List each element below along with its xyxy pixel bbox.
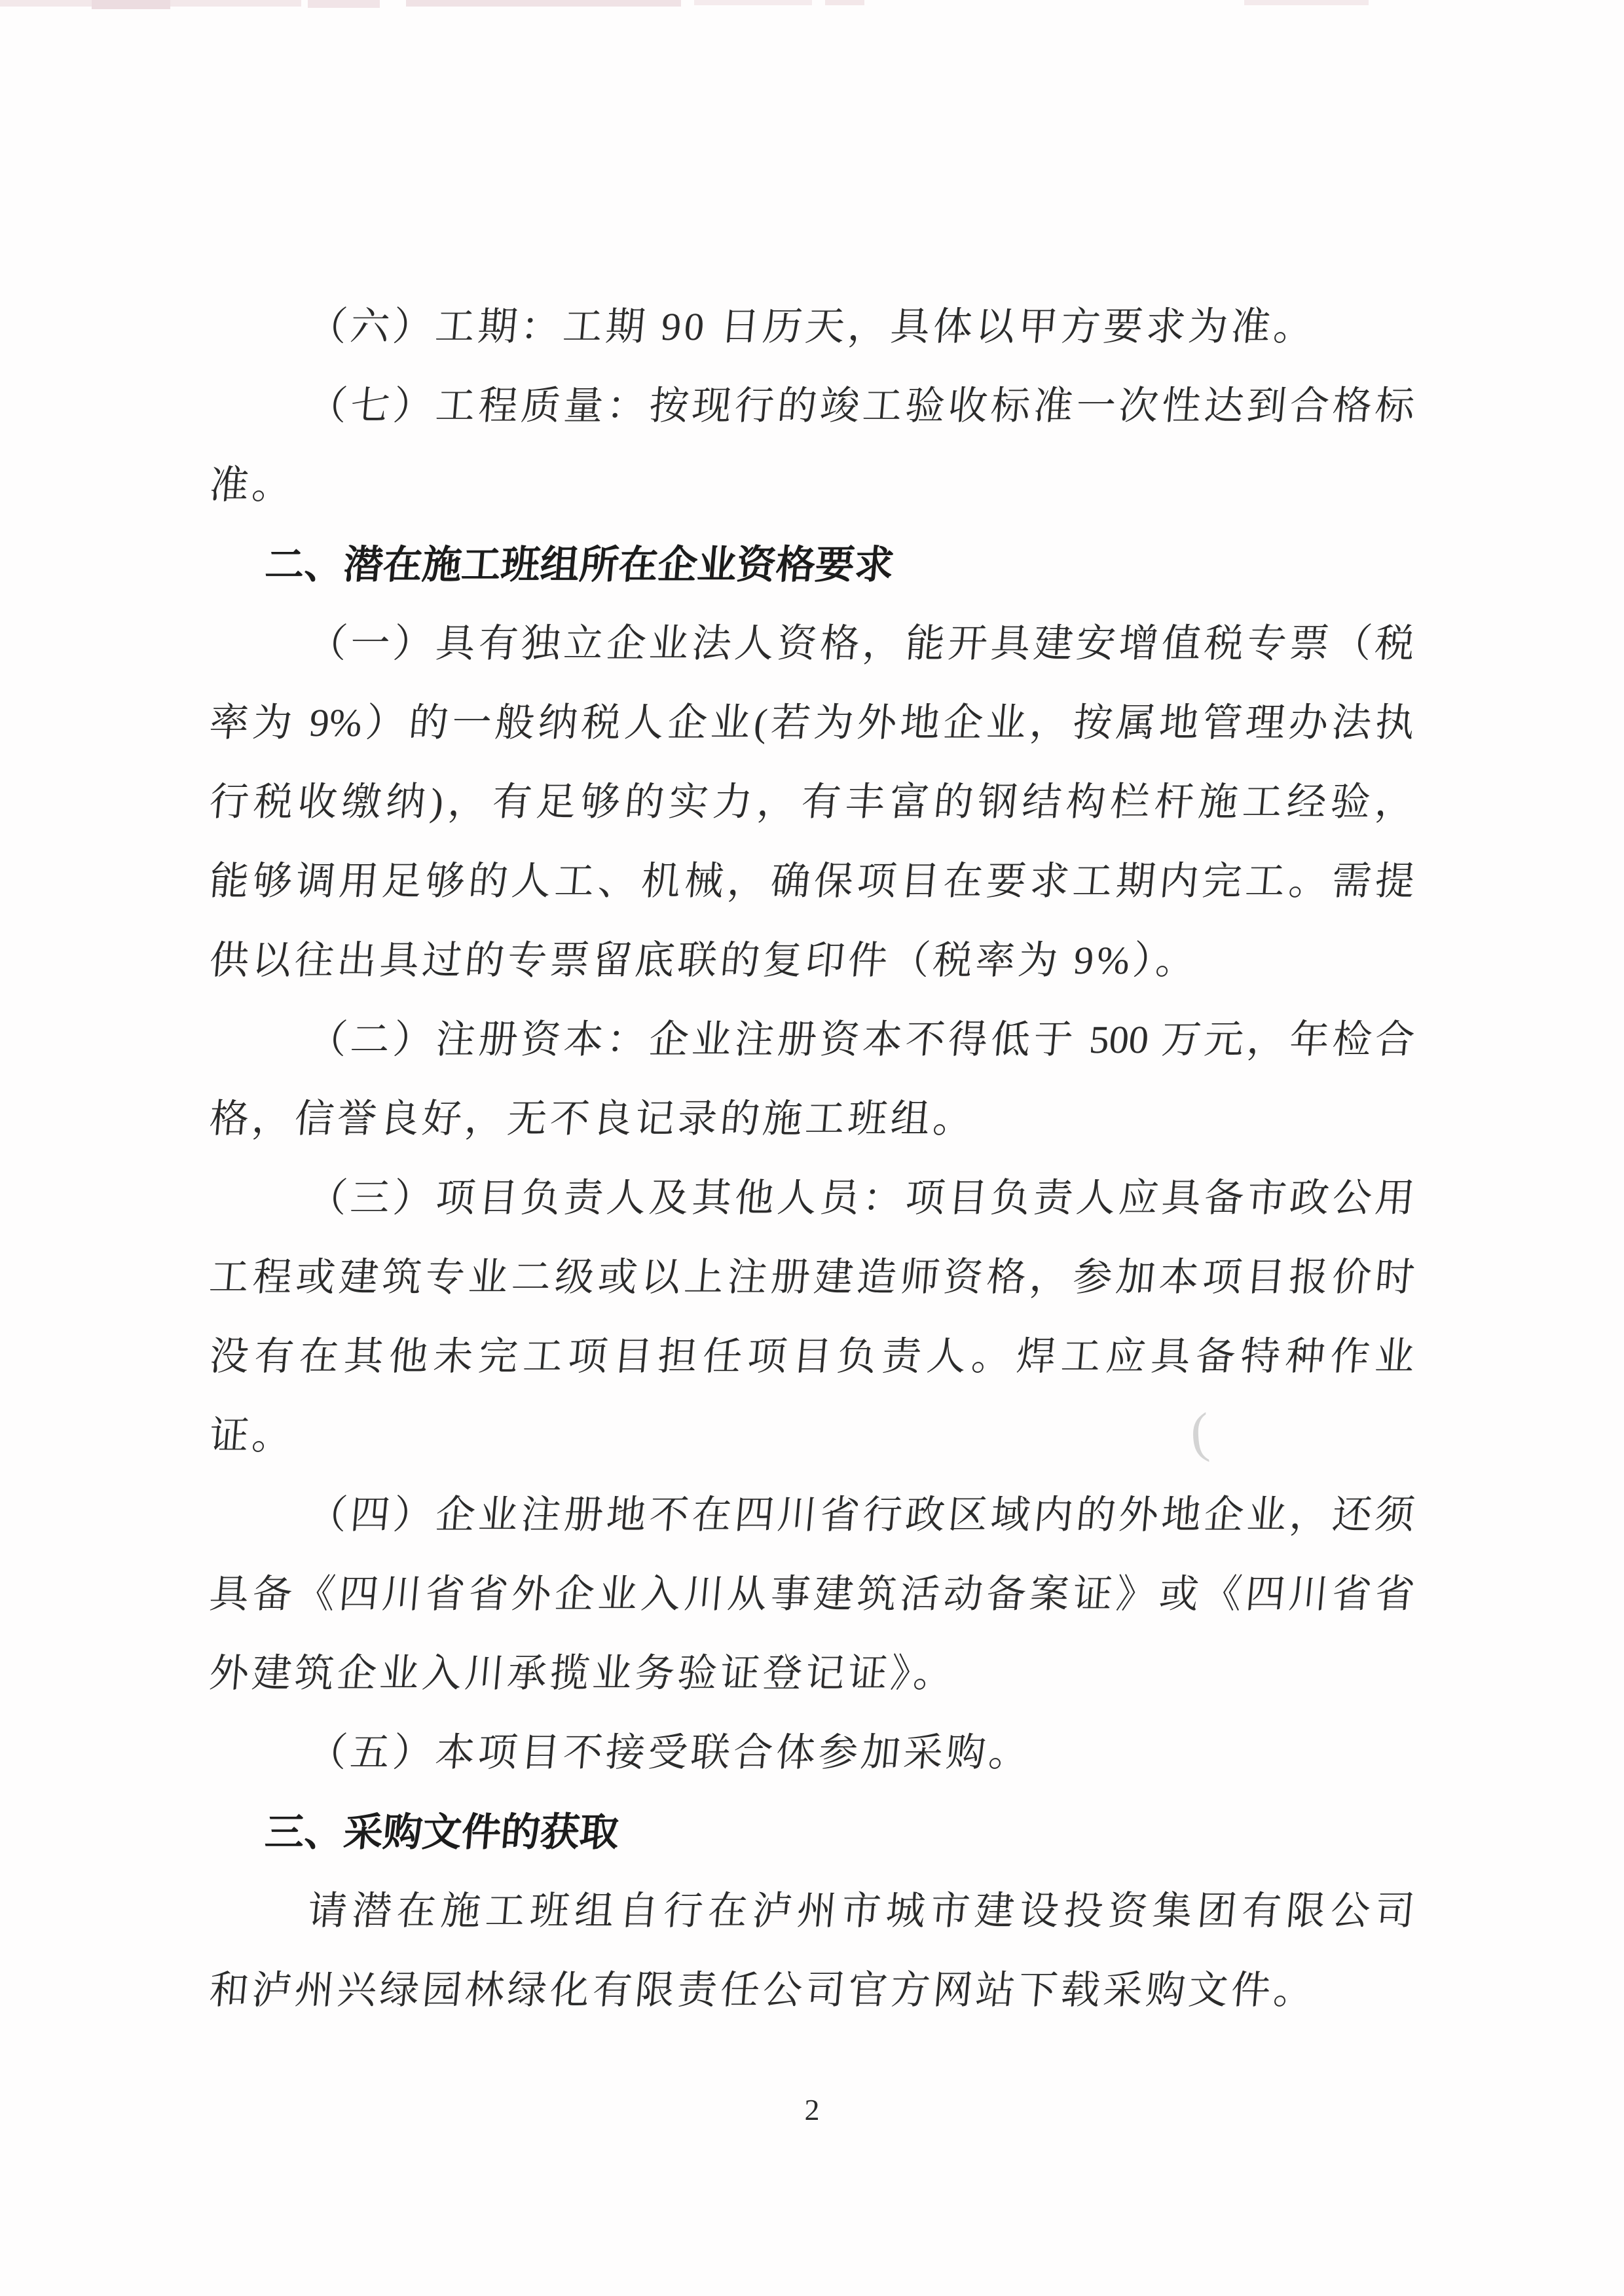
section-heading-qualification: 二、潜在施工班组所在企业资格要求: [263, 543, 896, 587]
paragraph-line: 证。: [208, 1414, 297, 1457]
paragraph-line: 请潜在施工班组自行在泸州市城市建设投资集团有限公司: [306, 1889, 1416, 1933]
paragraph-line: （二）注册资本：企业注册资本不得低于 500 万元，年检合: [306, 1018, 1416, 1061]
scan-artifact: [825, 0, 864, 5]
paragraph-line: 能够调用足够的人工、机械，确保项目在要求工期内完工。需提: [208, 860, 1416, 903]
section-heading-document-acquisition: 三、采购文件的获取: [263, 1810, 621, 1854]
paragraph-line: 供以往出具过的专票留底联的复印件（税率为 9%）。: [208, 939, 1200, 982]
paragraph-line: 具备《四川省省外企业入川从事建筑活动备案证》或《四川省省: [208, 1573, 1416, 1616]
paragraph-line: （五）本项目不接受联合体参加采购。: [306, 1731, 1033, 1774]
paragraph-line: （四）企业注册地不在四川省行政区域内的外地企业，还须: [306, 1493, 1416, 1537]
scan-artifact: [92, 0, 170, 9]
paragraph-line: （七）工程质量：按现行的竣工验收标准一次性达到合格标: [306, 384, 1416, 428]
paragraph-line: 没有在其他未完工项目担任项目负责人。焊工应具备特种作业: [208, 1335, 1416, 1378]
scan-artifact: [694, 0, 812, 5]
paragraph-line: 外建筑企业入川承揽业务验证登记证》。: [208, 1652, 958, 1695]
paragraph-line: （三）项目负责人及其他人员：项目负责人应具备市政公用: [306, 1176, 1416, 1220]
paragraph-line: 行税收缴纳)，有足够的实力，有丰富的钢结构栏杆施工经验，: [208, 780, 1416, 824]
scan-artifact: [0, 0, 301, 7]
page-number: 2: [804, 2093, 820, 2126]
document-body: [210, 287, 1414, 2030]
paragraph-line: 工程或建筑专业二级或以上注册建造师资格，参加本项目报价时: [208, 1256, 1416, 1299]
scan-artifact: [1244, 0, 1369, 5]
scan-stray-mark: (: [1188, 1402, 1211, 1464]
paragraph-line: 格，信誉良好，无不良记录的施工班组。: [208, 1097, 978, 1140]
scan-artifact: [308, 0, 380, 8]
paragraph-line: （一）具有独立企业法人资格，能开具建安增值税专票（税: [306, 622, 1416, 665]
paragraph-line: （六）工期：工期 90 日历天，具体以甲方要求为准。: [306, 305, 1318, 348]
scan-artifact: [406, 0, 681, 7]
paragraph-line: 率为 9%）的一般纳税人企业(若为外地企业，按属地管理办法执: [208, 701, 1416, 744]
paragraph-line: 准。: [208, 464, 297, 507]
paragraph-line: 和泸州兴绿园林绿化有限责任公司官方网站下载采购文件。: [208, 1969, 1318, 2012]
